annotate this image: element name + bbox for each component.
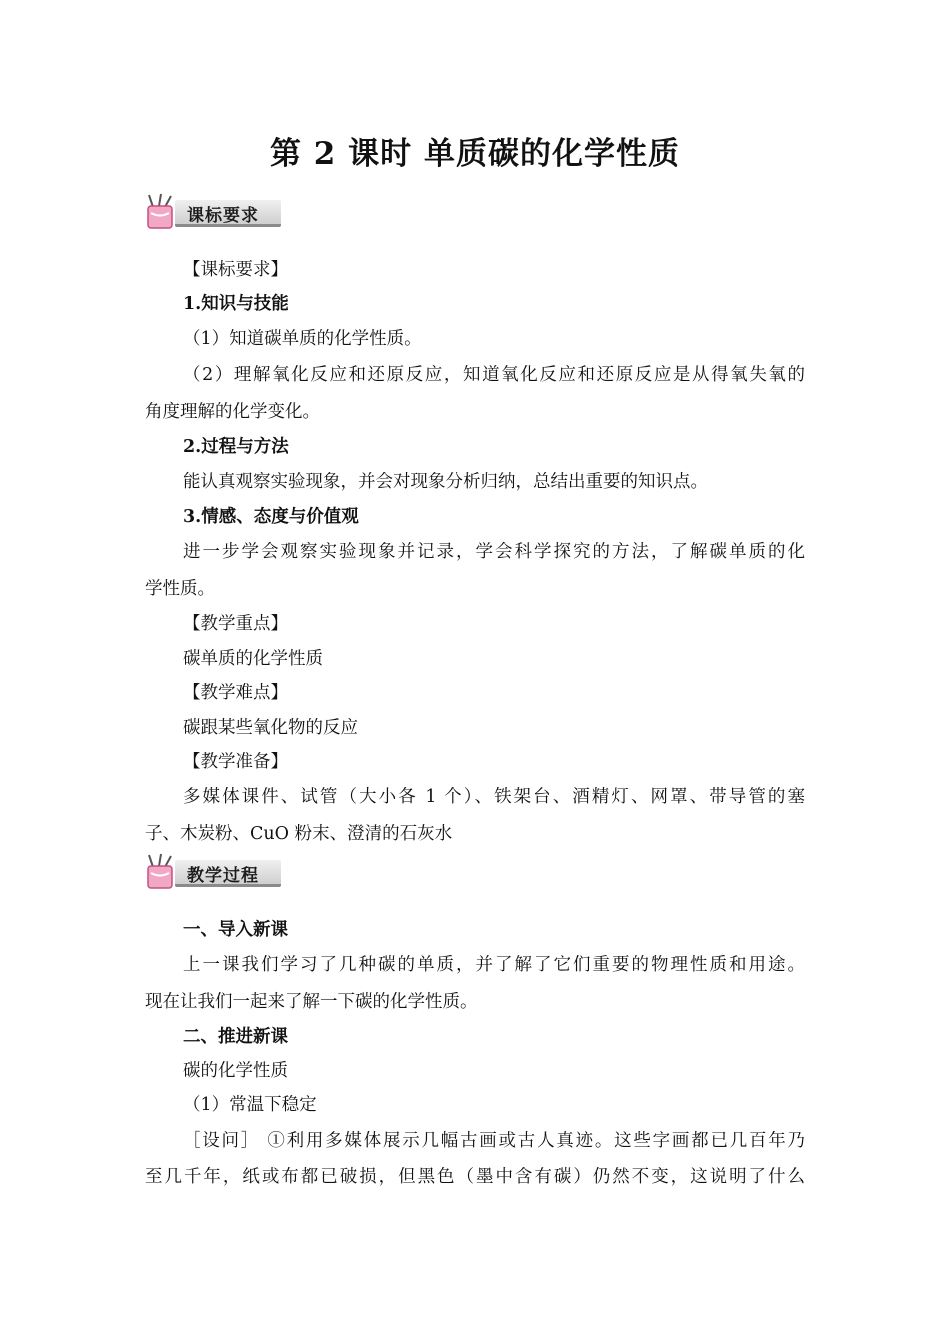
subheading: 3.情感、态度与价值观 <box>183 507 359 527</box>
subheading: 一、导入新课 <box>183 920 288 940</box>
text-line: 学性质。 <box>145 579 215 599</box>
text-line: 【教学准备】 <box>183 752 288 772</box>
badge-label: 教学过程 <box>187 866 259 886</box>
text-line: 至几千年，纸或布都已破损，但黑色（墨中含有碳）仍然不变，这说明了什么 <box>145 1167 805 1187</box>
text-line: 碳的化学性质 <box>183 1061 288 1081</box>
text-line: 碳跟某些氧化物的反应 <box>183 718 358 738</box>
text-line: 上一课我们学习了几种碳的单质，并了解了它们重要的物理性质和用途。 <box>183 955 805 975</box>
text-line: （1）常温下稳定 <box>183 1095 317 1115</box>
page-title: 第 2 课时 单质碳的化学性质 <box>270 136 680 172</box>
section-badge-standards <box>143 193 285 231</box>
text-line: 【教学难点】 <box>183 683 288 703</box>
text-line: 能认真观察实验现象，并会对现象分析归纳，总结出重要的知识点。 <box>183 472 708 492</box>
badge-label: 课标要求 <box>187 206 259 226</box>
text-line: 【课标要求】 <box>183 260 288 280</box>
subheading: 2.过程与方法 <box>183 437 289 457</box>
text-line: 现在让我们一起来了解一下碳的化学性质。 <box>145 992 478 1012</box>
pencil-cup-icon <box>143 853 183 891</box>
pencil-cup-icon <box>143 193 183 231</box>
text-line: （2）理解氧化反应和还原反应，知道氧化反应和还原反应是从得氧失氧的 <box>183 365 805 385</box>
text-line: 【教学重点】 <box>183 614 288 634</box>
subheading: 二、推进新课 <box>183 1027 288 1047</box>
text-line: ［设问］ ①利用多媒体展示几幅古画或古人真迹。这些字画都已几百年乃 <box>183 1131 805 1151</box>
text-line: 碳单质的化学性质 <box>183 649 323 669</box>
text-line: 进一步学会观察实验现象并记录，学会科学探究的方法，了解碳单质的化 <box>183 542 805 562</box>
text-line: （1）知道碳单质的化学性质。 <box>183 329 422 349</box>
text-line: 子、木炭粉、CuO 粉末、澄清的石灰水 <box>145 824 453 844</box>
subheading: 1.知识与技能 <box>183 294 289 314</box>
text-line: 多媒体课件、试管（大小各 1 个）、铁架台、酒精灯、网罩、带导管的塞 <box>183 787 805 807</box>
section-badge-process <box>143 853 285 891</box>
text-line: 角度理解的化学变化。 <box>145 402 320 422</box>
